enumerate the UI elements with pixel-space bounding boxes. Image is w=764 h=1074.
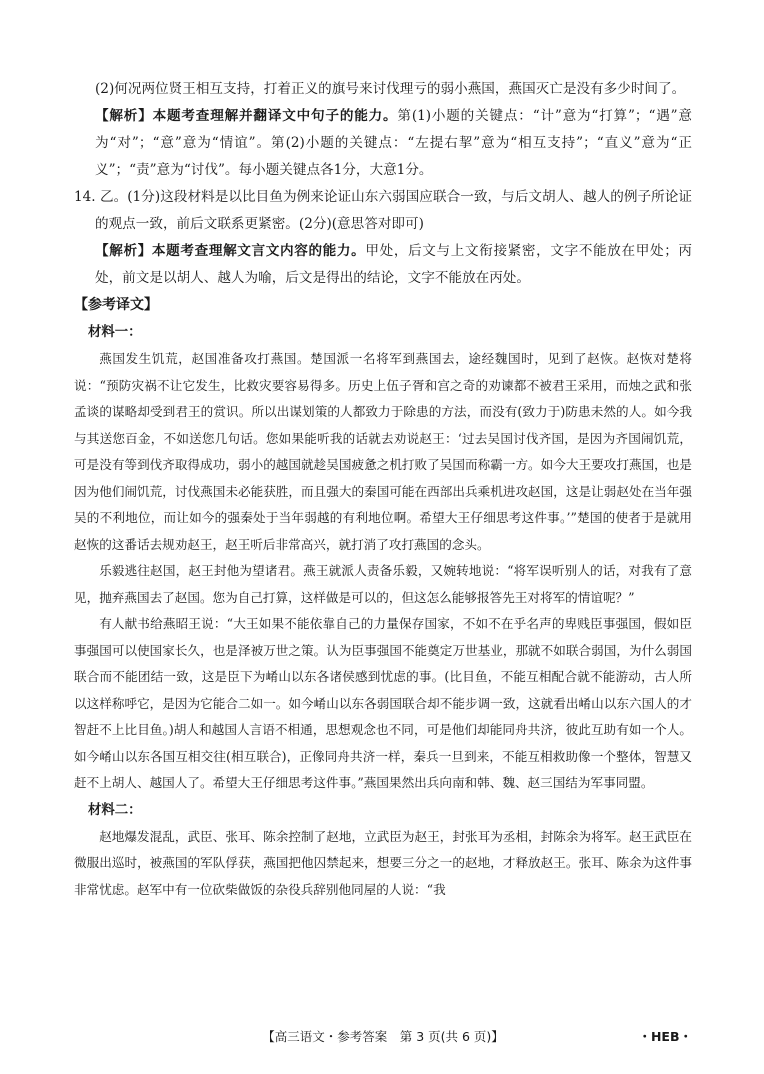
q14-answer: 14. 乙。(1分)这段材料是以比目鱼为例来论证山东六弱国应联合一致，与后文胡人、越人的例子所论证的观点一致，前后文联系更紧密。(2分)(意思答对即可) [74, 189, 692, 232]
analysis-lead: 本题考查理解并翻译文中句子的能力。 [152, 108, 398, 124]
analysis-body: 甲处，后文与上文衔接紧密，文字不能放在甲处；丙处，前文是以胡人、越人为喻，后文是得出的结论，文字不能放在丙处。 [95, 243, 693, 286]
analysis-lead: 本题考查理解文言文内容的能力。 [151, 243, 366, 259]
page-content [74, 76, 692, 903]
reference-translation-heading: 【参考译文】 [74, 297, 158, 313]
material2-label: 材料二： [88, 802, 142, 818]
analysis-tag: 【解析】 [95, 243, 152, 259]
q13-analysis [74, 103, 692, 184]
material1-paragraph: 乐毅逃往赵国，赵王封他为望诸君。燕王就派人责备乐毅，又婉转地说：“将军误听别人的话，对我有了意见，抛弃燕国去了赵国。您为自己打算，这样做是可以的，但这怎么能够报答先王对将军的情谊呢？” [74, 563, 692, 605]
material2-paragraph: 赵地爆发混乱，武臣、张耳、陈余控制了赵地，立武臣为赵王，封张耳为丞相，封陈余为将军。赵王武臣在微服出巡时，被燕国的军队俘获，燕国把他囚禁起来，想要三分之一的赵地，才释放赵王。张耳、陈余为这件事非常忧虑。赵军中有一位砍柴做饭的杂役兵辞别他同屋的人说：“我 [74, 828, 692, 897]
footer-page-info: 【高三语文・参考答案 第 3 页(共 6 页)】 [262, 1029, 504, 1044]
analysis-body: 第(1)小题的关键点：“计”意为“打算”；“遇”意为“对”；“意”意为“情谊”。第(2)小题的关键点：“左提右挈”意为“相互支持”；“直义”意为“正义”；“责”意为“讨伐”。每小题关键点各1分，大意1分。 [95, 108, 693, 178]
material1-paragraph: 有人献书给燕昭王说：“大王如果不能依靠自己的力量保存国家，不如不在乎名声的卑贱臣事强国，假如臣事强国可以使国家长久，也是泽被万世之策。认为臣事强国不能奠定万世基业，那就不如联合弱国，为什么弱国联合而不能团结一致，这是臣下为崤山以东各诸侯感到忧虑的事。(比目鱼，不能互相配合就不能游动，古人所以这样称呼它，是因为它能合二如一。如今崤山以东各弱国联合却不能步调一致，这就看出崤山以东六国人的才智赶不上比目鱼。)胡人和越国人言语不相通，思想观念也不同，可是他们却能同舟共济，彼此互助有如一个人。如今崤山以东各国互相交往(相互联合)，正像同舟共济一样，秦兵一旦到来，不能互相救助像一个整体，智慧又赶不上胡人、越国人了。希望大王仔细思考这件事。”燕国果然出兵向南和韩、魏、赵三国结为军事同盟。 [74, 616, 692, 790]
footer-code: ・HEB・ [638, 1029, 692, 1044]
analysis-tag: 【解析】 [95, 108, 153, 124]
q13-item2-translation: (2)何况两位贤王相互支持，打着正义的旗号来讨伐理亏的弱小燕国，燕国灭亡是没有多少时间了。 [95, 81, 686, 97]
q14-analysis [74, 238, 692, 292]
material1-label: 材料一： [88, 325, 142, 340]
page-footer [74, 1027, 692, 1047]
material1-paragraph: 燕国发生饥荒，赵国准备攻打燕国。楚国派一名将军到燕国去，途经魏国时，见到了赵恢。赵恢对楚将说：“预防灾祸不让它发生，比救灾要容易得多。历史上伍子胥和宫之奇的劝谏都不被君王采用，而烛之武和张孟谈的谋略却受到君王的赏识。所以出谋划策的人都致力于除患的方法，而没有(致力于)防患未然的人。如今我与其送您百金，不如送您几句话。您如果能听我的话就去劝说赵王：‘过去吴国讨伐齐国，是因为齐国闹饥荒，可是没有等到伐齐取得成功，弱小的越国就趁吴国疲惫之机打败了吴国而称霸一方。如今大王要攻打燕国，也是因为他们闹饥荒，讨伐燕国未必能获胜，而且强大的秦国可能在西部出兵乘机进攻赵国，这是让弱赵处在当年强吴的不利地位，而让如今的强秦处于当年弱越的有利地位啊。希望大王仔细思考这件事。’”楚国的使者于是就用赵恢的这番话去规劝赵王，赵王听后非常高兴，就打消了攻打燕国的念头。 [74, 351, 692, 552]
